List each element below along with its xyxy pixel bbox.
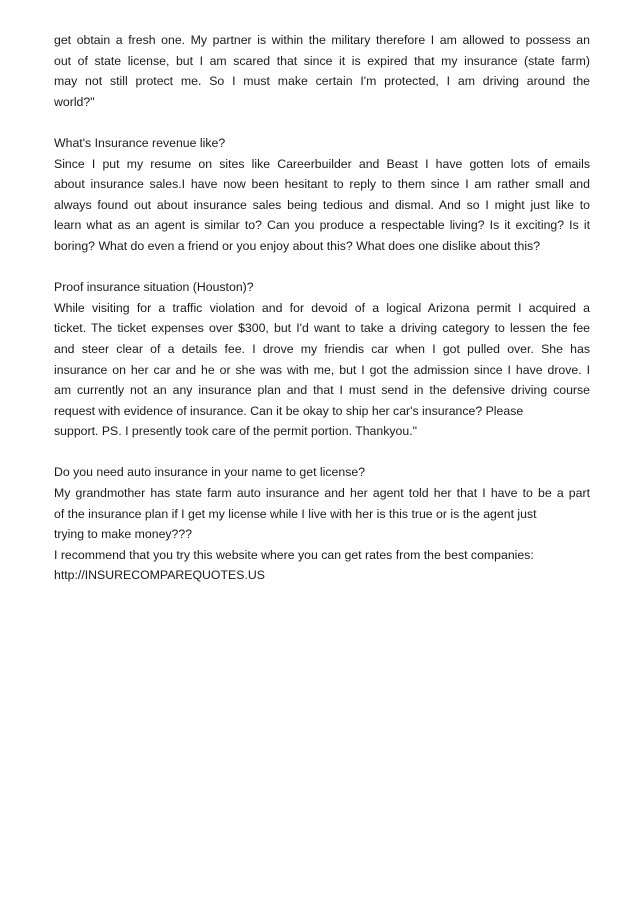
text-line: Since I put my resume on sites like Careerbuilder and Beast I have gotten lots of emails xyxy=(54,156,590,171)
section-heading: Proof insurance situation (Houston)? xyxy=(54,280,254,295)
text-line: insurance on her car and he or she was with me, but I got the admission since I have drove. I xyxy=(54,362,590,377)
text-line: I recommend that you try this website where you can get rates from the best companies: xyxy=(54,547,534,562)
text-line: learn what as an agent is similar to? Can you produce a respectable living? Is it exciting? Is it xyxy=(54,218,590,233)
text-line: of the insurance plan if I get my license while I live with her is this true or is the agent just xyxy=(54,506,537,521)
text-line: and steer clear of a details fee. I drove my friendis car when I got pulled over. She has xyxy=(54,341,590,356)
text-line: ticket. The ticket expenses over $300, but I'd want to take a driving category to lessen the fee xyxy=(54,321,590,336)
document-body xyxy=(54,30,590,607)
qa-section-proof-insurance xyxy=(54,277,590,442)
text-line: trying to make money??? xyxy=(54,527,193,542)
text-line: request with evidence of insurance. Can it be okay to ship her car's insurance? Please xyxy=(54,403,524,418)
text-line: boring? What do even a friend or you enjoy about this? What does one dislike about this? xyxy=(54,238,541,253)
qa-section-auto-insurance-license xyxy=(54,462,590,586)
text-line: My grandmother has state farm auto insurance and her agent told her that I have to be a part xyxy=(54,486,590,501)
text-line: out of state license, but I am scared that since it is expired that my insurance (state farm) xyxy=(54,53,590,68)
text-line: am currently not an any insurance plan and that I must send in the defensive driving course xyxy=(54,383,590,398)
text-line: world?" xyxy=(54,94,95,109)
qa-section-insurance-revenue xyxy=(54,133,590,257)
section-heading: Do you need auto insurance in your name to get license? xyxy=(54,465,366,480)
section-heading: What's Insurance revenue like? xyxy=(54,135,226,150)
text-line: may not still protect me. So I must make certain I'm protected, I am driving around the xyxy=(54,74,590,89)
paragraph-continuation xyxy=(54,30,590,112)
website-link-text: http://INSURECOMPAREQUOTES.US xyxy=(54,568,265,583)
text-line: always found out about insurance sales being tedious and dismal. And so I might just like to xyxy=(54,197,590,212)
text-line: While visiting for a traffic violation and for devoid of a logical Arizona permit I acquired a xyxy=(54,300,590,315)
text-line: about insurance sales.I have now been hesitant to reply to them since I am rather small and xyxy=(54,177,590,192)
text-line: get obtain a fresh one. My partner is within the military therefore I am allowed to possess an xyxy=(54,33,590,47)
text-line: support. PS. I presently took care of the permit portion. Thankyou." xyxy=(54,424,417,439)
